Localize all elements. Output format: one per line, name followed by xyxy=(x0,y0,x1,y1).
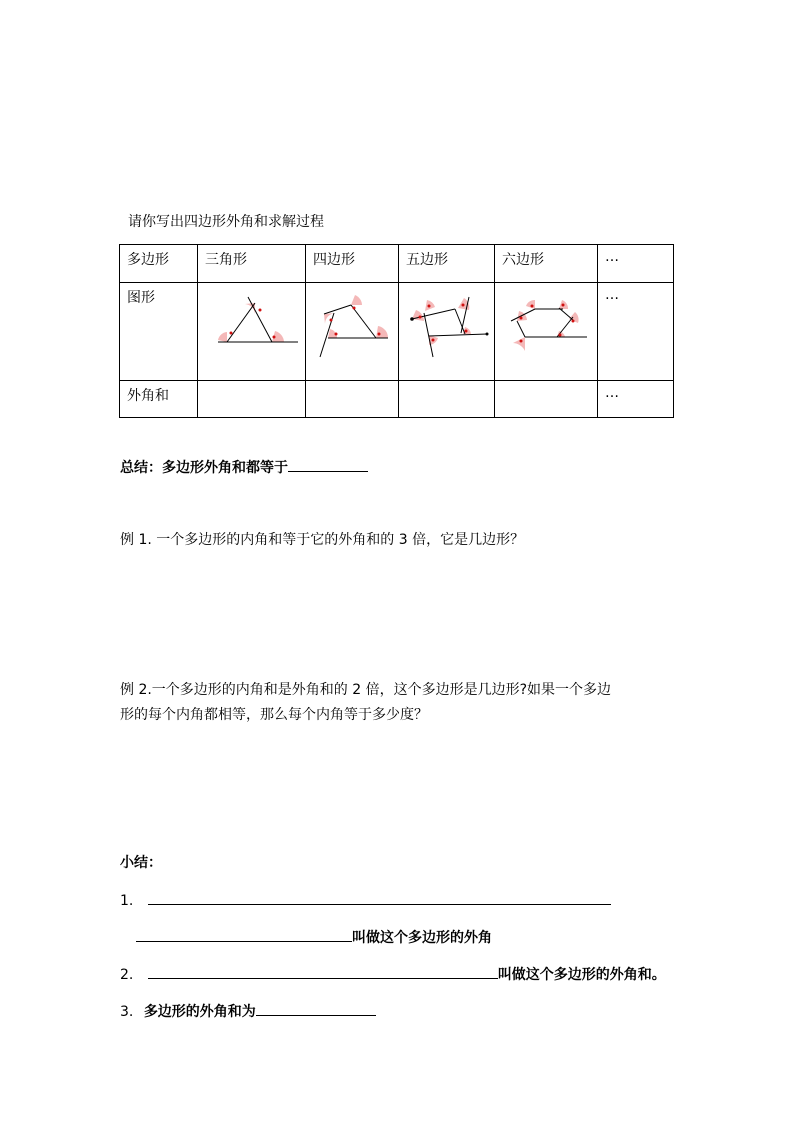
quad-marker-1 xyxy=(353,307,356,310)
pent-marker-5 xyxy=(465,330,468,333)
quad-marker-2 xyxy=(330,319,333,322)
pent-exterior-angle-3 xyxy=(412,310,424,321)
item-3-blank[interactable] xyxy=(256,1001,376,1016)
header-triangle: 三角形 xyxy=(198,245,306,283)
hex-lower-left-side xyxy=(517,321,525,337)
item-2-number: 2. xyxy=(120,967,134,983)
header-quadrilateral: 四边形 xyxy=(306,245,399,283)
example-2-line-2: 形的每个内角都相等，那么每个内角等于多少度？ xyxy=(120,707,428,723)
quad-exterior-angle-1 xyxy=(351,295,362,305)
conclusion-item-2 xyxy=(120,964,666,984)
example-2-line-1: 例 2.一个多边形的内角和是外角和的 2 倍，这个多边形是几边形?如果一个多边 xyxy=(120,682,612,698)
hex-marker-1 xyxy=(531,305,534,308)
item-2-text: 叫做这个多边形的外角和。 xyxy=(497,967,666,983)
pent-vertex-dot-2 xyxy=(486,333,489,336)
hex-upper-right-side xyxy=(559,308,573,320)
pent-marker-3 xyxy=(419,316,422,319)
triangle-marker-3 xyxy=(273,336,276,339)
sum-cell-triangle xyxy=(198,381,306,418)
item-1-number: 1. xyxy=(120,893,134,909)
triangle-left-side xyxy=(227,303,255,342)
header-ellipsis: … xyxy=(598,245,674,283)
conclusion-item-3 xyxy=(120,1001,376,1021)
figure-cell-triangle xyxy=(198,283,306,381)
hex-exterior-angle-1 xyxy=(526,300,535,309)
figure-cell-quadrilateral xyxy=(306,283,399,381)
summary-line xyxy=(120,457,368,477)
sum-cell-pentagon xyxy=(399,381,495,418)
item-1-text: 叫做这个多边形的外角 xyxy=(352,930,492,946)
summary-answer-blank[interactable] xyxy=(288,457,368,472)
pent-bottom-side xyxy=(429,334,487,336)
pent-marker-2 xyxy=(462,304,465,307)
header-pentagon: 五边形 xyxy=(399,245,495,283)
header-hexagon: 六边形 xyxy=(495,245,598,283)
pent-left-side xyxy=(424,313,433,357)
quadrilateral-figure xyxy=(306,283,399,381)
table-row-figures xyxy=(120,283,674,381)
item-3-text: 多边形的外角和为 xyxy=(143,1004,256,1020)
triangle-marker-2 xyxy=(259,309,262,312)
pent-vertex-dot-1 xyxy=(410,317,414,321)
hex-marker-5 xyxy=(520,340,523,343)
figure-cell-pentagon xyxy=(399,283,495,381)
quad-top-side xyxy=(324,305,351,314)
hex-exterior-angle-5 xyxy=(513,337,525,351)
triangle-figure xyxy=(198,283,306,381)
row-label-polygon: 多边形 xyxy=(120,245,198,283)
sum-ellipsis: … xyxy=(598,381,674,418)
quad-marker-4 xyxy=(378,333,381,336)
quad-right-side xyxy=(351,305,376,338)
conclusion-item-1 xyxy=(120,890,611,909)
quad-marker-3 xyxy=(335,333,338,336)
figure-ellipsis: … xyxy=(598,283,674,381)
table-row-header xyxy=(120,245,674,283)
figure-cell-hexagon xyxy=(495,283,598,381)
polygon-table xyxy=(119,244,674,418)
pent-marker-1 xyxy=(428,305,431,308)
hexagon-figure xyxy=(495,283,598,381)
triangle-exterior-angle-1 xyxy=(218,332,227,342)
triangle-right-side xyxy=(248,297,272,342)
row-label-figure: 图形 xyxy=(120,283,198,381)
triangle-marker-1 xyxy=(230,332,233,335)
hex-marker-2 xyxy=(562,304,565,307)
sum-cell-quadrilateral xyxy=(306,381,399,418)
quad-exterior-angle-4 xyxy=(376,326,388,338)
hex-marker-4 xyxy=(572,320,575,323)
item-1-blank-a[interactable] xyxy=(148,890,611,905)
pent-marker-4 xyxy=(432,339,435,342)
summary-text: 多边形外角和都等于 xyxy=(162,460,288,476)
sum-cell-hexagon xyxy=(495,381,598,418)
item-3-number: 3. xyxy=(120,1004,134,1020)
conclusion-item-1-cont xyxy=(136,927,492,947)
conclusion-title: 小结： xyxy=(120,855,162,871)
item-2-blank[interactable] xyxy=(148,964,498,979)
intro-text: 请你写出四边形外角和求解过程 xyxy=(128,214,324,230)
item-1-blank-b[interactable] xyxy=(136,927,352,942)
pentagon-figure xyxy=(399,283,495,381)
hex-marker-6 xyxy=(559,334,562,337)
row-label-exterior-sum: 外角和 xyxy=(120,381,198,418)
table-row-exterior-sum xyxy=(120,381,674,418)
hex-marker-3 xyxy=(520,317,523,320)
example-1: 例 1. 一个多边形的内角和等于它的外角和的 3 倍，它是几边形？ xyxy=(120,532,525,548)
summary-label: 总结： xyxy=(120,460,162,476)
